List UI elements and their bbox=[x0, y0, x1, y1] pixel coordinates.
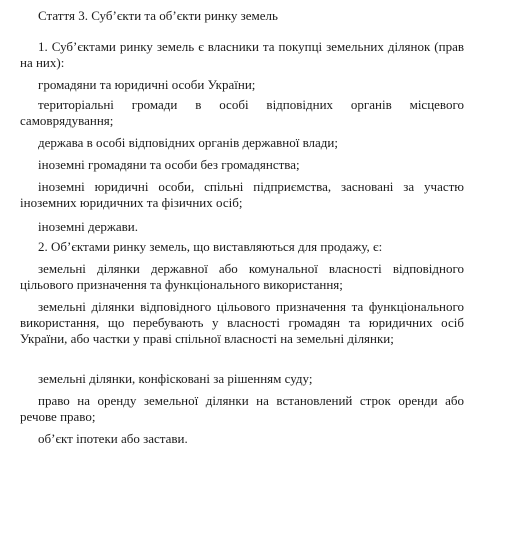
paragraph-foreign-states: іноземні держави. bbox=[38, 219, 139, 234]
article-title: Стаття 3. Суб’єкти та об’єкти ринку земель bbox=[38, 8, 278, 23]
paragraph-confiscated-plots: земельні ділянки, конфісковані за рішенням суду; bbox=[38, 371, 313, 386]
paragraph-subjects-intro: 1. Суб’єктами ринку земель є власники та покупці земельних ділянок (прав на них): bbox=[20, 39, 464, 70]
paragraph-private-plots: земельні ділянки відповідного цільового призначення та функціонального використання, що перебувають у власності громадян та юридичних осіб України, або частки у праві спільної власності на земельні ділянки; bbox=[20, 299, 464, 346]
paragraph-mortgage: об’єкт іпотеки або застави. bbox=[38, 431, 188, 446]
paragraph-state-plots: земельні ділянки державної або комунальної власності відповідного цільового призначення та функціонального використання; bbox=[20, 261, 464, 292]
paragraph-lease-right: право на оренду земельної ділянки на встановлений строк оренди або речове право; bbox=[20, 393, 464, 424]
paragraph-foreign-citizens: іноземні громадяни та особи без громадянства; bbox=[38, 157, 300, 172]
paragraph-communities: територіальні громади в особі відповідних органів місцевого самоврядування; bbox=[20, 97, 464, 128]
paragraph-state: держава в особі відповідних органів державної влади; bbox=[38, 135, 338, 150]
paragraph-citizens: громадяни та юридичні особи України; bbox=[38, 77, 256, 92]
paragraph-objects-intro: 2. Об’єктами ринку земель, що виставляються для продажу, є: bbox=[38, 239, 383, 254]
paragraph-foreign-entities: іноземні юридичні особи, спільні підприємства, засновані за участю іноземних юридичних та фізичних осіб; bbox=[20, 179, 464, 210]
